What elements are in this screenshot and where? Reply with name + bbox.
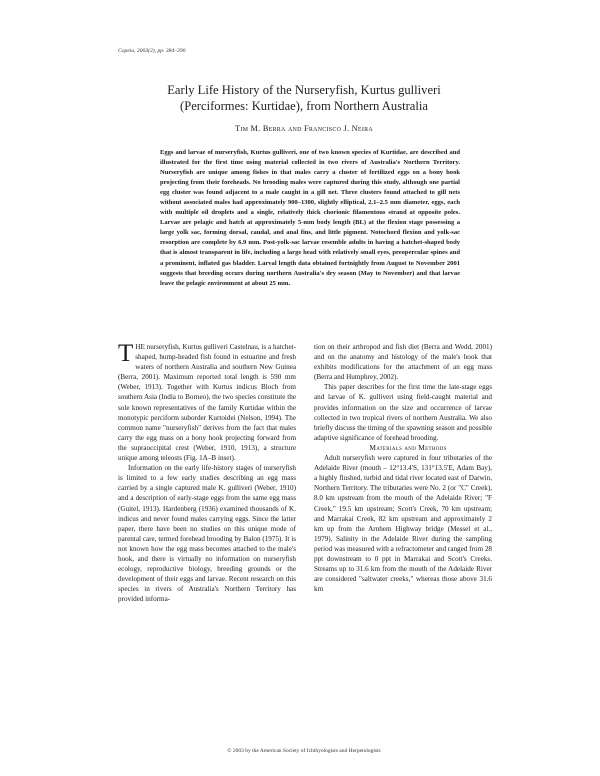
abstract: Eggs and larvae of nurseryfish, Kurtus gulliveri, one of two known species of Kurtidae, are described and illustrated for the first time using material collected in two rivers of Australia's Northern Territory. Nurseryfish are unique among fishes in that males carry a cluster of fertilized eggs on a bony hook projecting from their foreheads. No brooding males were captured during this study, although one partial egg cluster was found adjacent to a male caught in a gill net. Three clusters found attached to gill nets without associated males had approximately 900–1300, slightly elliptical, 2.1–2.5 mm diameter, eggs, each with multiple oil droplets and a single, relatively thick chorionic filamentous strand at opposite poles. Larvae are pelagic and hatch at approximately 5-mm body length (BL) at the flexion stage possessing a large yolk sac, forming dorsal, caudal, and anal fins, and little pigment. Notochord flexion and yolk-sac resorption are complete by 6.9 mm. Post-yolk-sac larvae resemble adults in having a hatchet-shaped body that is almost transparent in life, including a large head with relatively small eyes, preopercular spines and a prominent, inflated gas bladder. Larval length data obtained fortnightly from August to November 2001 suggests that breeding occurs during northern Australia's dry season (May to November) and that larvae leave the pelagic environment at about 25 mm. xyxy=(160,149,460,287)
intro-paragraph-1: HE nurseryfish, Kurtus gulliveri Castelnau, is a hatchet-shaped, hump-headed fish found in estuarine and fresh waters of northern Australia and southern New Guinea (Berra, 2001). Maximum reported total length is 590 mm (Weber, 1913). Together with Kurtus indicus Bloch from southern Asia (India to Borneo), the two species constitute the sole known representatives of the family Kurtidae within the monotypic perciform suborder Kurtoidei (Nelson, 1994). The common name "nurseryfish" derives from the fact that males carry the egg mass on a bony hook projecting forward from the supraoccipital crest (Weber, 1910, 1913), a structure unique among teleosts (Fig. 1A–B inset). xyxy=(118,343,296,463)
title-line-1: Early Life History of the Nurseryfish, Kurtus gulliveri xyxy=(167,83,441,97)
intro-paragraph-2: Information on the early life-history stages of nurseryfish is limited to a few early studies describing an egg mass carried by a single captured male K. gulliveri (Weber, 1910) and a description of early-stage eggs from the same egg mass (Guitel, 1913). Hardenberg (1936) examined thousands of K. indicus and never found males carrying eggs. Since the latter paper, there have been no studies on this unique mode of parental care, termed forehead brooding by Balon (1975). It is not known how the egg mass becomes attached to the male's hook, and there is virtually no information on nurseryfish ecology, reproductive biology, breeding grounds or the development of their eggs and larvae. Recent research on this species in rivers of Australia's Northern Territory has provided informa- xyxy=(118,464,296,604)
article-title xyxy=(118,83,490,114)
title-line-2: (Perciformes: Kurtidae), from Northern Australia xyxy=(180,98,428,113)
intro-paragraph-continued: tion on their arthropod and fish diet (Berra and Wedd, 2001) and on the anatomy and histology of the male's hook that exhibits modifications for the attachment of an egg mass (Berra and Humphrey, 2002). xyxy=(314,343,492,382)
drop-cap: T xyxy=(118,340,134,367)
section-heading-methods: Materials and Methods xyxy=(369,442,447,452)
author-list: Tim M. Berra and Francisco J. Neira xyxy=(235,124,373,133)
methods-paragraph-1: Adult nurseryfish were captured in four tributaries of the Adelaide River (mouth – 12°13.4'S, 131°13.5'E, Adam Bay), a highly flushed, turbid and tidal river located east of Darwin, Northern Territory. The tributaries were No. 2 (or "C" Creek), 8.0 km upstream from the mouth of the Adelaide River; "F Creek," 19.5 km upstream; Scott's Creek, 70 km upstream; and Marrakai Creek, 82 km upstream and approximately 2 km up from the Arnhem Highway bridge (Messel et al., 1979). Salinity in the Adelaide River during the sampling period was measured with a refractometer and ranged from 28 ppt downstream to 0 ppt in Marrakai and Scott's Creeks. Streams up to 31.6 km from the mouth of the Adelaide River are considered "saltwater creeks," whereas those above 31.6 km xyxy=(314,454,492,594)
copyright-footer: © 2003 by the American Society of Ichthyologists and Herpetologists xyxy=(227,748,381,754)
intro-paragraph-3: This paper describes for the first time the late-stage eggs and larvae of K. gulliveri using field-caught material and provides information on the size and occurrence of larvae collected in two tropical rivers of northern Australia. We also briefly discuss the timing of the spawning season and possible adaptive significance of forehead brooding. xyxy=(314,383,492,442)
body-column-right xyxy=(314,342,492,594)
journal-citation: Copeia, 2003(2), pp. 384–390 xyxy=(118,48,186,54)
body-column-left xyxy=(118,342,296,604)
